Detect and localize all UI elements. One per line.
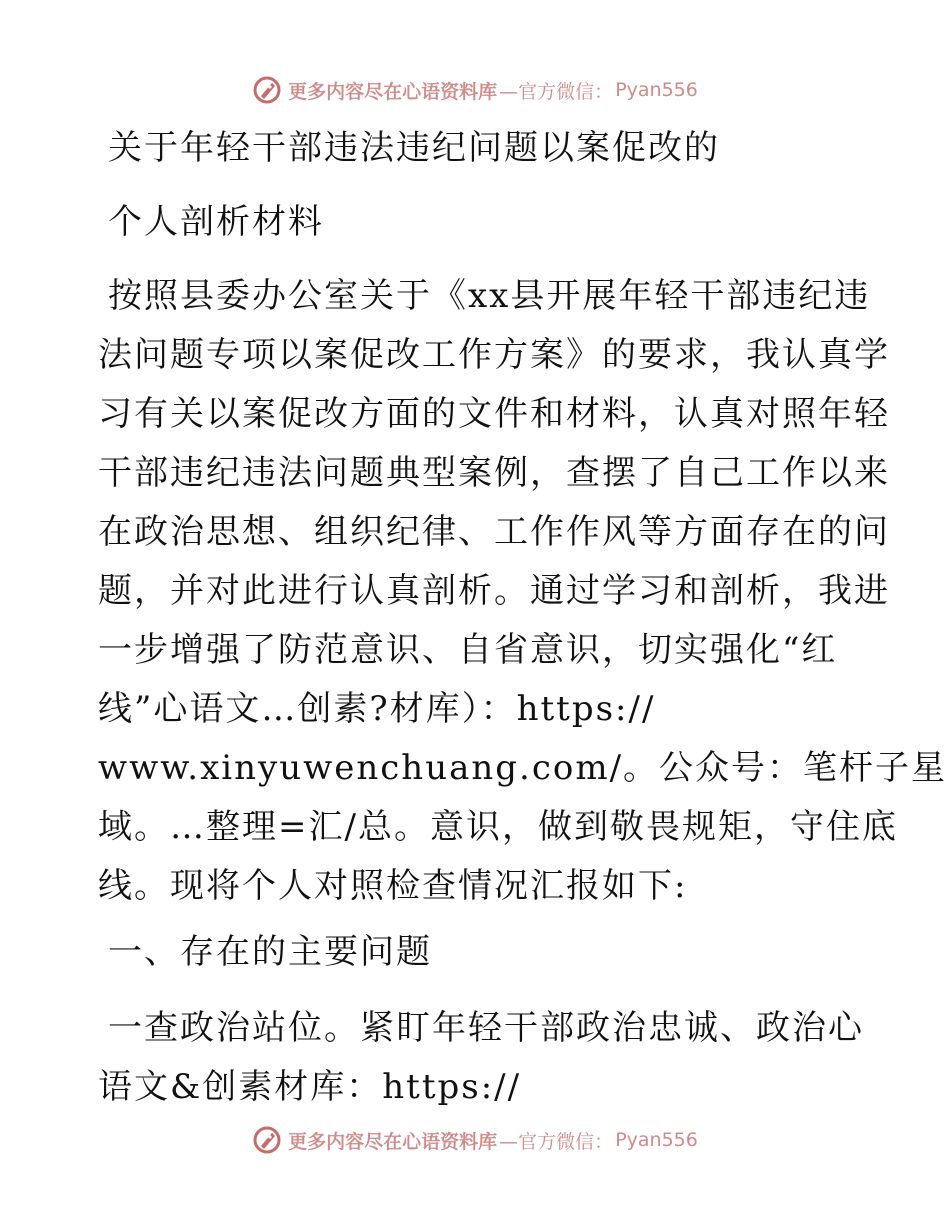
watermark-wechat-id: Pyan556 (615, 1129, 698, 1151)
paragraph-line: 一步增强了防范意识、自省意识，切实强化“红 (98, 630, 838, 670)
paragraph-line: 习有关以案促改方面的文件和材料，认真对照年轻 (98, 394, 890, 434)
paragraph-line: 法问题专项以案促改工作方案》的要求，我认真学 (98, 335, 890, 375)
watermark-header (0, 72, 950, 108)
paragraph-line: 线。现将个人对照检查情况汇报如下: (98, 866, 688, 906)
watermark-text: 更多内容尽在心语资料库 (288, 1130, 498, 1153)
document-title-line-1: 关于年轻干部违法违纪问题以案促改的 (108, 128, 720, 168)
paragraph-line: 干部违纪违法问题典型案例，查摆了自己工作以来 (98, 453, 890, 493)
paragraph-line: 题，并对此进行认真剖析。通过学习和剖析，我进 (98, 571, 890, 611)
watermark-official-label: —官方微信： (499, 80, 614, 103)
paragraph-line: 一查政治站位。紧盯年轻干部政治忠诚、政治心 (108, 1008, 864, 1048)
watermark-official-label: —官方微信： (499, 1130, 614, 1153)
paragraph-line: 域。…整理=汇/总。意识，做到敬畏规矩，守住底 (98, 807, 898, 847)
document-title-line-2: 个人剖析材料 (108, 202, 324, 242)
watermark-footer (0, 1122, 950, 1158)
paragraph-line: 线”心语文…创素?材库）：https:// (98, 689, 656, 729)
watermark-text: 更多内容尽在心语资料库 (288, 80, 498, 103)
paragraph-line: 在政治思想、组织纪律、工作作风等方面存在的问 (98, 512, 890, 552)
section-heading: 一、存在的主要问题 (108, 932, 432, 972)
paragraph-line: 语文&创素材库：https:// (98, 1067, 522, 1107)
pen-nib-circle-icon (252, 75, 282, 105)
paragraph-line: www.xinyuwenchuang.com/。公众号：笔杆子星 (98, 748, 948, 788)
pen-nib-circle-icon (252, 1125, 282, 1155)
watermark-wechat-id: Pyan556 (615, 79, 698, 101)
paragraph-line: 按照县委办公室关于《xx县开展年轻干部违纪违 (108, 276, 871, 316)
